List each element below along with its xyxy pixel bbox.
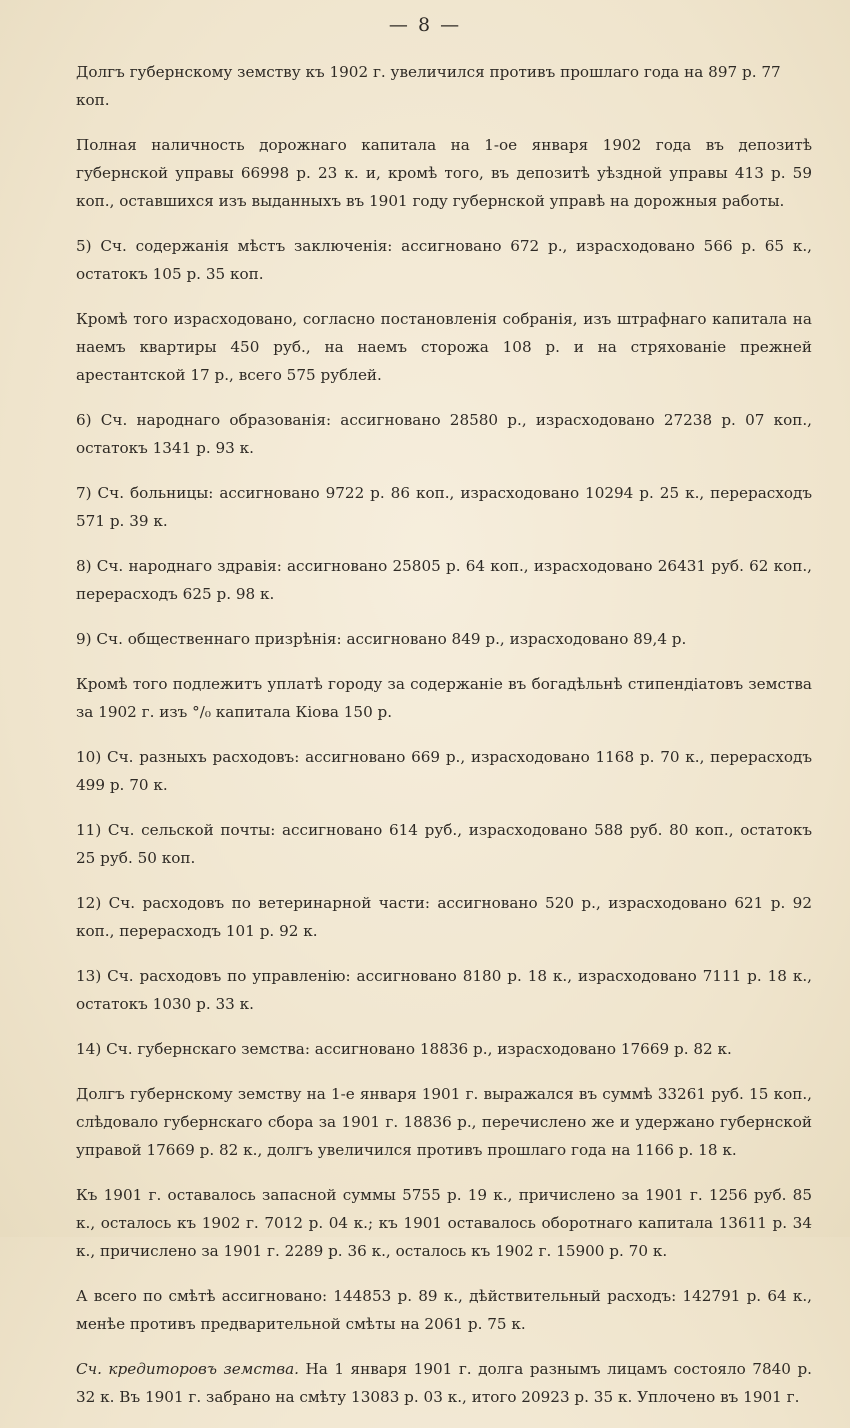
section-lead: Сч. кредиторовъ земства. (76, 1360, 299, 1378)
paragraph: 7) Сч. больницы: ассигновано 9722 р. 86 коп., израсходовано 10294 р. 25 к., перерасходъ 571 р. 39 к. (76, 484, 812, 530)
page-number: — 8 — (388, 14, 462, 36)
paragraph: Полная наличность дорожнаго капитала на 1-ое января 1902 года въ депозитѣ губернской управы 66998 р. 23 к. и, кромѣ того, въ депозитѣ уѣздной управы 413 р. 59 коп., оставшихся изъ выданныхъ въ 1901 году губернской управѣ на дорожныя работы. (76, 136, 812, 210)
paragraph-text: На 1 января 1901 г. долга разнымъ лицамъ состояло 7840 р. 32 к. Въ 1901 г. забрано на смѣту 13083 р. 03 к., итого 20923 р. 35 к. Уплочено въ 1901 г. (76, 1360, 812, 1406)
paragraph: 5) Сч. содержанія мѣстъ заключенія: ассигновано 672 р., израсходовано 566 р. 65 к., остатокъ 105 р. 35 коп. (76, 237, 812, 283)
paragraph: 14) Сч. губернскаго земства: ассигновано 18836 р., израсходовано 17669 р. 82 к. (76, 1040, 732, 1058)
paragraph: 9) Сч. общественнаго призрѣнія: ассигновано 849 р., израсходовано 89,4 р. (76, 630, 687, 648)
paragraph: 6) Сч. народнаго образованія: ассигновано 28580 р., израсходовано 27238 р. 07 коп., остатокъ 1341 р. 93 к. (76, 411, 812, 457)
paragraph: А всего по смѣтѣ ассигновано: 144853 р. 89 к., дѣйствительный расходъ: 142791 р. 64 к., менѣе противъ предварительной смѣты на 2061 р. 75 к. (76, 1287, 812, 1333)
body-text (76, 58, 812, 1428)
paragraph: 12) Сч. расходовъ по ветеринарной части: ассигновано 520 р., израсходовано 621 р. 92 коп., перерасходъ 101 р. 92 к. (76, 894, 812, 940)
paragraph: 11) Сч. сельской почты: ассигновано 614 руб., израсходовано 588 руб. 80 коп., остатокъ 25 руб. 50 коп. (76, 821, 812, 867)
paragraph: Долгъ губернскому земству на 1-е января 1901 г. выражался въ суммѣ 33261 руб. 15 коп., слѣдовало губернскаго сбора за 1901 г. 18836 р., перечислено же и удержано губернской управой 17669 р. 82 к., долгъ увеличился противъ прошлаго года на 1166 р. 18 к. (76, 1085, 812, 1159)
paragraph: Къ 1901 г. оставалось запасной суммы 5755 р. 19 к., причислено за 1901 г. 1256 руб. 85 к., осталось къ 1902 г. 7012 р. 04 к.; къ 1901 оставалось оборотнаго капитала 13611 р. 34 к., причислено за 1901 г. 2289 р. 36 к., осталось къ 1902 г. 15900 р. 70 к. (76, 1186, 812, 1260)
paragraph: 8) Сч. народнаго здравія: ассигновано 25805 р. 64 коп., израсходовано 26431 руб. 62 коп., перерасходъ 625 р. 98 к. (76, 557, 812, 603)
paragraph: 13) Сч. расходовъ по управленію: ассигновано 8180 р. 18 к., израсходовано 7111 р. 18 к., остатокъ 1030 р. 33 к. (76, 967, 812, 1013)
paragraph: Долгъ губернскому земству къ 1902 г. увеличился противъ прошлаго года на 897 р. 77 коп. (76, 63, 781, 109)
paragraph: Кромѣ того израсходовано, согласно постановленія собранія, изъ штрафнаго капитала на наемъ квартиры 450 руб., на наемъ сторожа 108 р. и на стряхованіе прежней арестантской 17 р., всего 575 рублей. (76, 310, 812, 384)
paragraph: 10) Сч. разныхъ расходовъ: ассигновано 669 р., израсходовано 1168 р. 70 к., перерасходъ 499 р. 70 к. (76, 748, 812, 794)
paragraph (76, 1355, 812, 1411)
paragraph: Кромѣ того подлежитъ уплатѣ городу за содержаніе въ богадѣльнѣ стипендіатовъ земства за 1902 г. изъ °/₀ капитала Кіова 150 р. (76, 675, 812, 721)
